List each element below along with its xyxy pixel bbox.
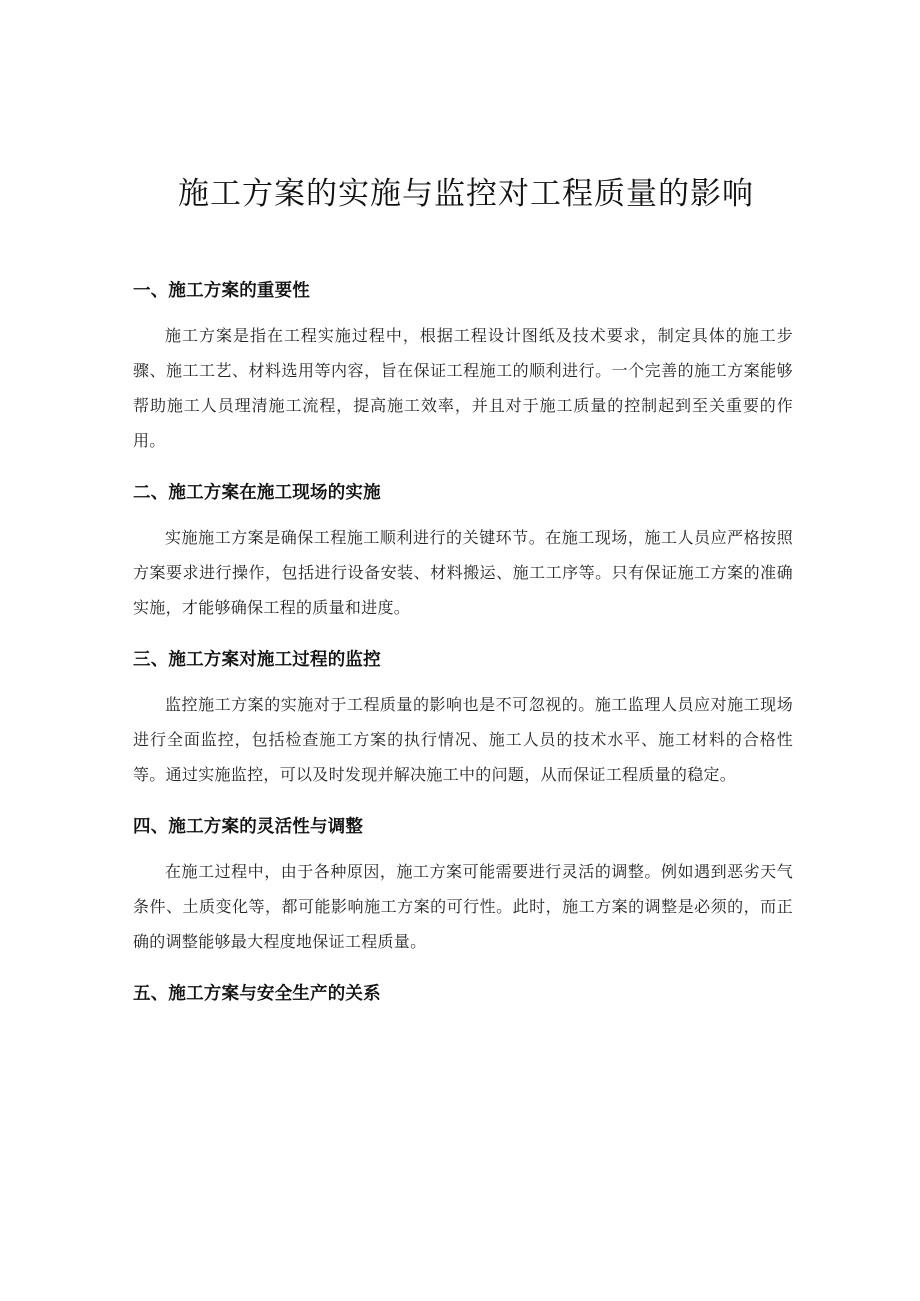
section-paragraph: 施工方案是指在工程实施过程中，根据工程设计图纸及技术要求，制定具体的施工步骤、施工工艺、材料选用等内容，旨在保证工程施工的顺利进行。一个完善的施工方案能够帮助施工人员理清施工流程，提高施工效率，并且对于施工质量的控制起到至关重要的作用。 [133,326,793,450]
section-onsite-implementation [133,480,793,625]
section-process-monitoring [133,647,793,792]
section-flexibility-adjustment [133,814,793,959]
section-heading: 五、施工方案与安全生产的关系 [133,984,381,1004]
section-safety-production [133,981,793,1007]
section-paragraph: 实施施工方案是确保工程施工顺利进行的关键环节。在施工现场，施工人员应严格按照方案要求进行操作，包括进行设备安装、材料搬运、施工工序等。只有保证施工方案的准确实施，才能够确保工程的质量和进度。 [133,528,793,617]
document-title: 施工方案的实施与监控对工程质量的影响 [178,176,754,212]
section-importance [133,278,793,458]
section-heading: 四、施工方案的灵活性与调整 [133,817,364,837]
section-paragraph: 在施工过程中，由于各种原因，施工方案可能需要进行灵活的调整。例如遇到恶劣天气条件、土质变化等，都可能影响施工方案的可行性。此时，施工方案的调整是必须的，而正确的调整能够最大程度地保证工程质量。 [133,862,793,951]
section-heading: 三、施工方案对施工过程的监控 [133,650,381,670]
section-paragraph: 监控施工方案的实施对于工程质量的影响也是不可忽视的。施工监理人员应对施工现场进行全面监控，包括检查施工方案的执行情况、施工人员的技术水平、施工材料的合格性等。通过实施监控，可以及时发现并解决施工中的问题，从而保证工程质量的稳定。 [133,695,793,784]
section-heading: 一、施工方案的重要性 [133,281,310,301]
section-heading: 二、施工方案在施工现场的实施 [133,483,381,503]
